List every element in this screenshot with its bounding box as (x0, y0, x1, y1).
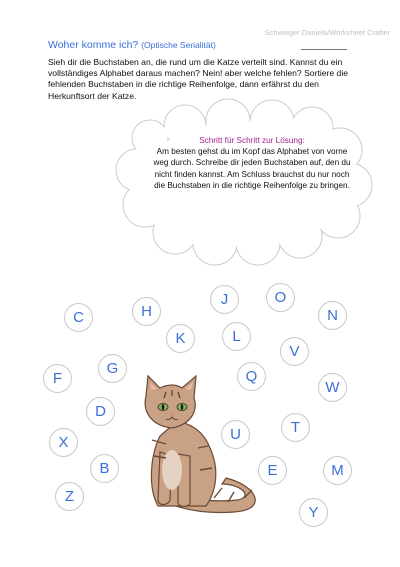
instructions-text: Sieh dir die Buchstaben an, die rund um die Katze verteilt sind. Kannst du ein vollständiges Alphabet daraus machen? Nein! aber welche fehlen? Sortiere die fehlenden Buchstaben in die richtige Reihenfolge, dann erfährst du den Herkunftsort der Katze. (48, 57, 349, 101)
letter-circle: V (280, 337, 309, 366)
credit-text: Schweiger Daniela/Worksheet Crafter (264, 28, 390, 37)
hint-text: Am besten gehst du im Kopf das Alphabet von vorne weg durch. Schreibe dir jeden Buchstaben auf, den du nicht finden kannst. Am Schluss brauchst du nur noch die Buchstaben in die richtige Reihenfolge zu bringen. (153, 147, 351, 190)
hint-title: Schritt für Schritt zur Lösung: (199, 136, 305, 145)
letter-circle: E (258, 456, 287, 485)
letter-circle: Z (55, 482, 84, 511)
letter-circle: C (64, 303, 93, 332)
letter-circle: J (210, 285, 239, 314)
letter-circle: G (98, 354, 127, 383)
letter-circle: O (266, 283, 295, 312)
letter-circle: H (132, 297, 161, 326)
letter-circle: W (318, 373, 347, 402)
letter-circle: Q (237, 362, 266, 391)
letter-circle: T (281, 413, 310, 442)
letter-circle: L (222, 322, 251, 351)
letter-circle: Y (299, 498, 328, 527)
letter-circle: B (90, 454, 119, 483)
letter-circle: M (323, 456, 352, 485)
letter-circle: F (43, 364, 72, 393)
title-subtitle: (Optische Serialität) (141, 40, 216, 50)
title-main: Woher komme ich? (48, 39, 139, 51)
letter-circle: N (318, 301, 347, 330)
letter-circle: K (166, 324, 195, 353)
letter-circle: U (221, 420, 250, 449)
letter-circle: D (86, 397, 115, 426)
letter-circle: X (49, 428, 78, 457)
